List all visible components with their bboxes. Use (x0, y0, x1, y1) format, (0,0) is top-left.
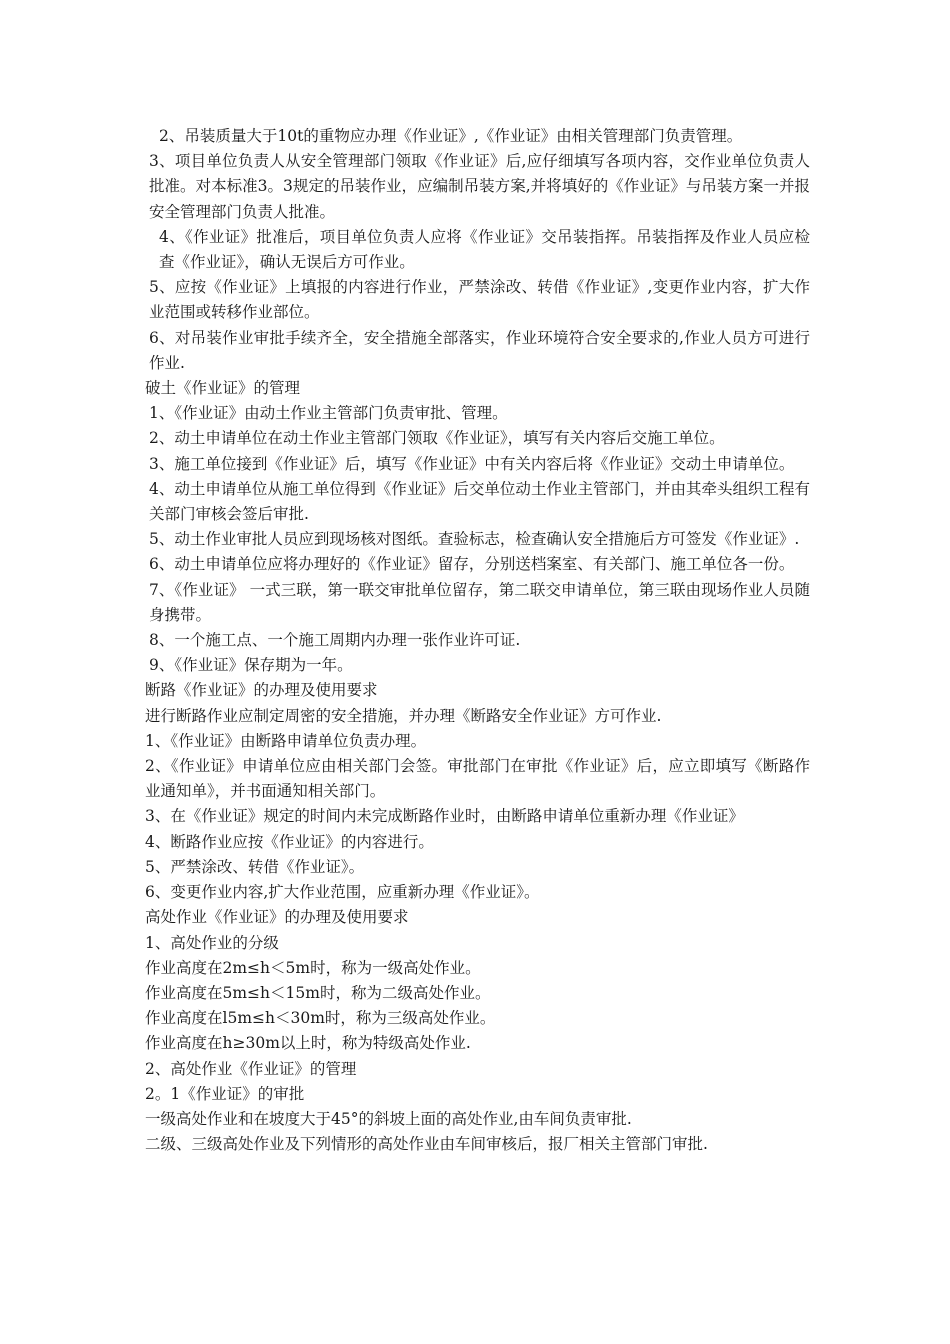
paragraph: 6、变更作业内容,扩大作业范围，应重新办理《作业证》。 (145, 883, 540, 902)
paragraph: 作业高度在h≥30m以上时，称为特级高处作业. (145, 1034, 471, 1053)
paragraph: 作业高度在l5m≤h＜30m时，称为三级高处作业。 (145, 1009, 496, 1028)
paragraph: 作业高度在2m≤h＜5m时，称为一级高处作业。 (145, 958, 481, 977)
paragraph: 9、《作业证》保存期为一年。 (149, 656, 353, 675)
document-page (145, 124, 810, 1157)
paragraph: 5、动土作业审批人员应到现场核对图纸。查验标志，检查确认安全措施后方可签发《作业证》. (149, 530, 800, 549)
paragraph: 3、在《作业证》规定的时间内未完成断路作业时，由断路申请单位重新办理《作业证》 (145, 807, 744, 826)
paragraph: 7、《作业证》 一式三联，第一联交审批单位留存，第二联交申请单位，第三联由现场作业人员随身携带。 (149, 580, 810, 624)
paragraph: 6、对吊装作业审批手续齐全，安全措施全部落实，作业环境符合安全要求的,作业人员方可进行作业. (149, 328, 810, 372)
paragraph: 1、《作业证》由断路申请单位负责办理。 (145, 731, 427, 750)
paragraph: 二级、三级高处作业及下列情形的高处作业由车间审核后，报厂相关主管部门审批. (145, 1135, 708, 1154)
section-heading: 破土《作业证》的管理 (145, 379, 301, 398)
paragraph: 8、一个施工点、一个施工周期内办理一张作业许可证. (149, 631, 521, 650)
paragraph: 2、《作业证》申请单位应由相关部门会签。审批部门在审批《作业证》后，应立即填写《断路作业通知单》，并书面通知相关部门。 (145, 757, 810, 801)
paragraph: 4、断路作业应按《作业证》的内容进行。 (145, 832, 434, 851)
paragraph: 2、吊装质量大于10t的重物应办理《作业证》,《作业证》由相关管理部门负责管理。 (159, 127, 743, 145)
paragraph: 3、项目单位负责人从安全管理部门领取《作业证》后,应仔细填写各项内容，交作业单位负责人批准。对本标准3。3规定的吊装作业，应编制吊装方案,并将填好的《作业证》与吊装方案一并报安全管理部门负责人批准。 (149, 152, 810, 221)
paragraph: 1、《作业证》由动土作业主管部门负责审批、管理。 (149, 404, 508, 423)
paragraph: 进行断路作业应制定周密的安全措施，并办理《断路安全作业证》方可作业. (145, 706, 662, 725)
paragraph: 5、应按《作业证》上填报的内容进行作业，严禁涂改、转借《作业证》,变更作业内容，扩大作业范围或转移作业部位。 (149, 278, 810, 322)
paragraph: 2。1《作业证》的审批 (145, 1084, 305, 1103)
paragraph: 1、高处作业的分级 (145, 933, 279, 952)
paragraph: 一级高处作业和在坡度大于45°的斜坡上面的高处作业,由车间负责审批. (145, 1109, 632, 1128)
paragraph: 5、严禁涂改、转借《作业证》。 (145, 857, 365, 876)
paragraph: 作业高度在5m≤h＜15m时，称为二级高处作业。 (145, 983, 491, 1002)
paragraph: 6、动土申请单位应将办理好的《作业证》留存，分别送档案室、有关部门、施工单位各一份。 (149, 555, 795, 574)
paragraph: 3、施工单位接到《作业证》后，填写《作业证》中有关内容后将《作业证》交动土申请单位。 (149, 454, 795, 473)
paragraph: 4、动土申请单位从施工单位得到《作业证》后交单位动土作业主管部门，并由其牵头组织工程有关部门审核会签后审批. (149, 479, 810, 524)
section-heading: 断路《作业证》的办理及使用要求 (145, 681, 378, 700)
section-heading: 高处作业《作业证》的办理及使用要求 (145, 908, 409, 927)
paragraph: 2、高处作业《作业证》的管理 (145, 1059, 357, 1078)
paragraph: 2、动土申请单位在动土作业主管部门领取《作业证》，填写有关内容后交施工单位。 (149, 429, 725, 448)
paragraph: 4、《作业证》批准后，项目单位负责人应将《作业证》交吊装指挥。吊装指挥及作业人员应检查《作业证》，确认无误后方可作业。 (159, 227, 810, 272)
